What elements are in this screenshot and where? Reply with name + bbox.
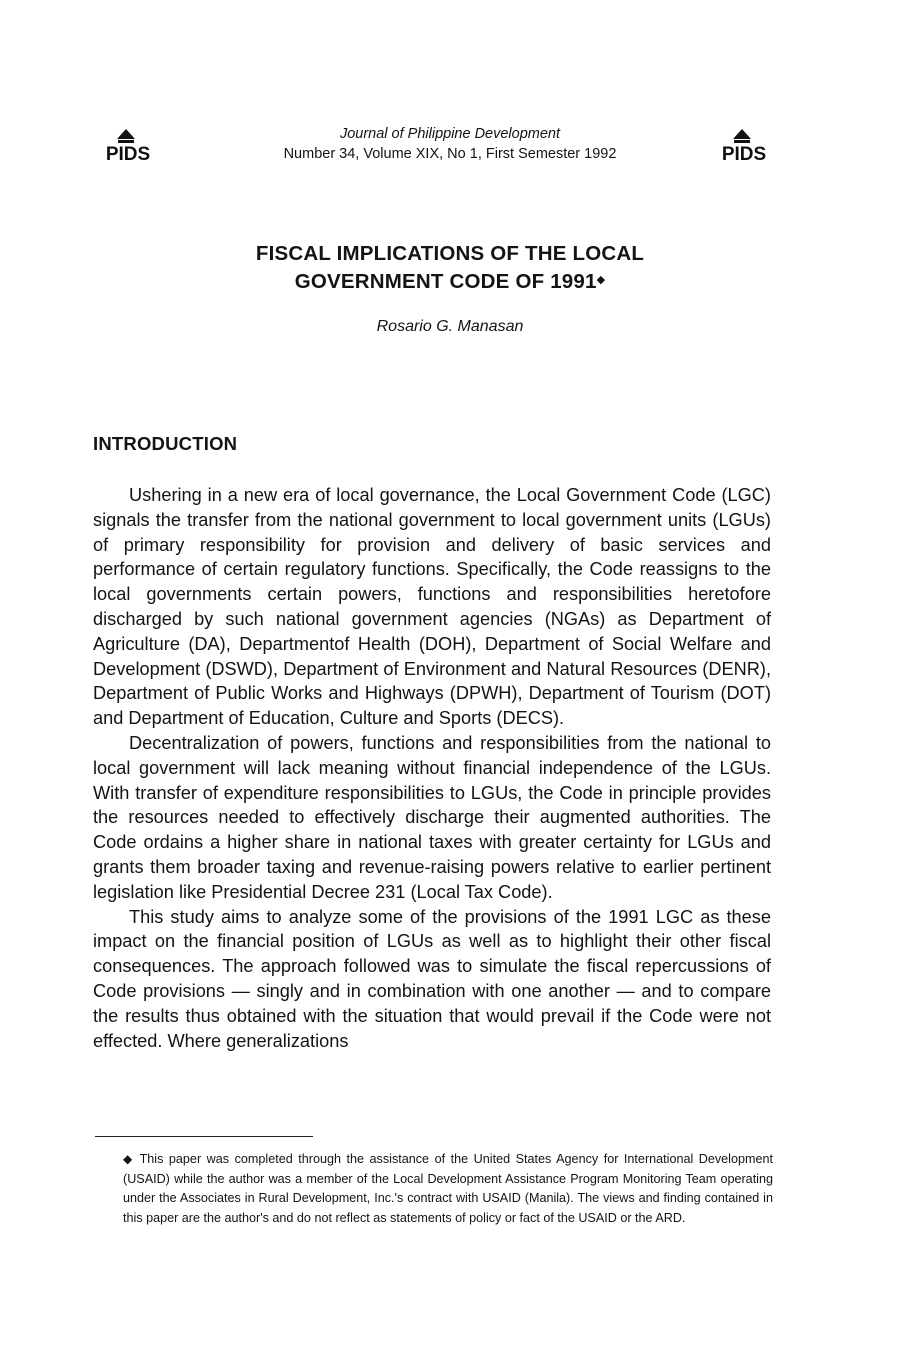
title-line-2-text: GOVERNMENT CODE OF 1991 — [294, 270, 597, 293]
pids-logo-icon — [96, 126, 160, 162]
footnote — [123, 1150, 773, 1228]
pids-logo-left — [96, 126, 160, 162]
author-name: Rosario G. Manasan — [376, 318, 524, 335]
logo-text: PIDS — [105, 144, 151, 162]
journal-name: Journal of Philippine Development — [339, 126, 561, 142]
paragraph-3: This study aims to analyze some of the provisions of the 1991 LGC as these impact on the financial position of LGUs as well as to highlight their other fiscal consequences. The approach followed was to simulate the fiscal repercussions of Code provisions — singly and in combination with one another — and to compare the results thus obtained with the situation that would prevail if the Code were not effected. Where generalizations — [93, 906, 771, 1051]
paragraph-1: Ushering in a new era of local governance, the Local Government Code (LGC) signals the transfer from the national government to local government units (LGUs) of primary responsibility for provision and delivery of basic services and performance of certain regulatory functions. Specifically, the Code reassigns to the local governments certain powers, functions and responsibilities heretofore discharged by such national government agencies (NGAs) as Department of Agriculture (DA), Departmentof Health (DOH), Department of Social Welfare and Development (DSWD), Department of Environment and Natural Resources (DENR), Department of Public Works and Highways (DPWH), Department of Tourism (DOT) and Department of Education, Culture and Sports (DECS). — [93, 485, 771, 729]
journal-header — [220, 124, 680, 164]
title-line-2 — [160, 268, 740, 296]
pids-logo-right — [712, 126, 776, 162]
section-heading: INTRODUCTION — [93, 433, 238, 454]
body-text — [93, 483, 771, 1053]
footnote-text: This paper was completed through the assistance of the United States Agency for International Development (USAID) while the author was a member of the Local Development Assistance Program Monitoring Team operating under the Associates in Rural Development, Inc.'s contract with USAID (Manila). The views and finding contained in this paper are the author's and do not reflect as statements of policy or fact of the USAID or the ARD. — [123, 1152, 773, 1225]
footnote-ref-mark: ◆ — [596, 274, 606, 286]
footnote-divider — [95, 1136, 313, 1137]
article-title — [160, 240, 740, 296]
paragraph-2: Decentralization of powers, functions and responsibilities from the national to local government will lack meaning without financial independence of the LGUs. With transfer of expenditure responsibilities to LGUs, the Code in principle provides the resources needed to effectively discharge their augmented authorities. The Code ordains a higher share in national taxes with greater certainty for LGUs and grants them broader taxing and revenue-raising powers relative to earlier pertinent legislation like Presidential Decree 231 (Local Tax Code). — [93, 732, 771, 902]
footnote-mark: ◆ — [123, 1152, 135, 1166]
pids-logo-icon — [712, 126, 776, 162]
journal-issue: Number 34, Volume XIX, No 1, First Semester 1992 — [283, 146, 617, 162]
logo-text: PIDS — [721, 144, 767, 162]
title-line-1: FISCAL IMPLICATIONS OF THE LOCAL — [255, 242, 645, 265]
